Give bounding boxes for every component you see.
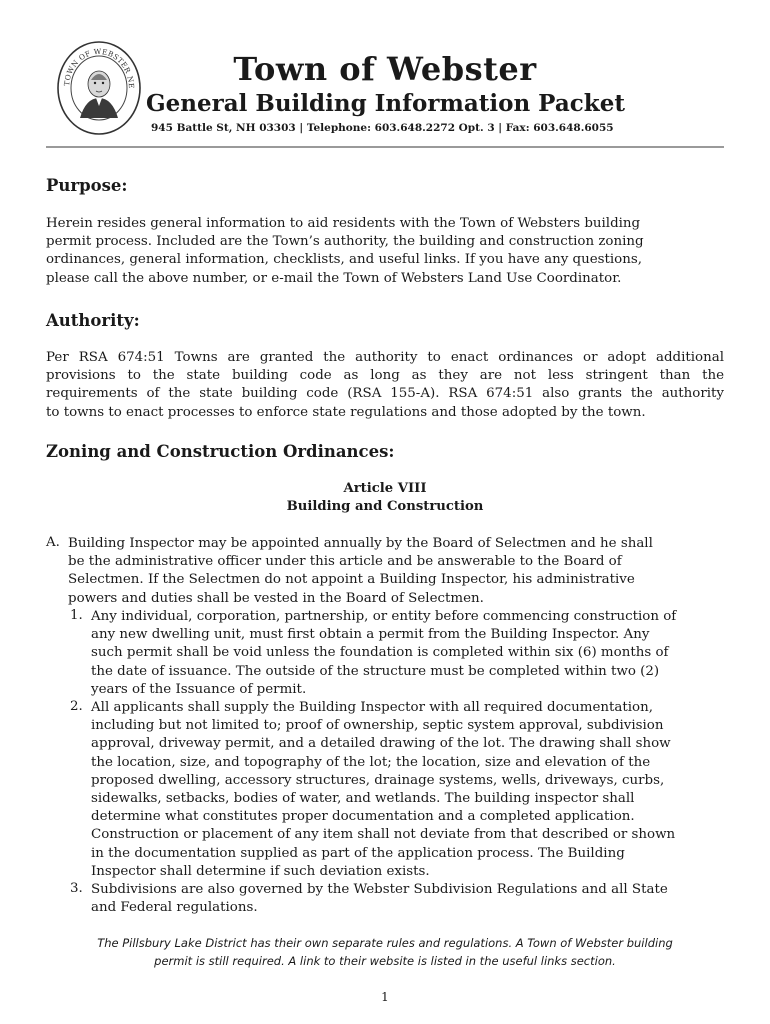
item-a-line: Building Inspector may be appointed annually by the Board of Selectmen and he shall xyxy=(68,536,653,551)
item-2-line: approval, driveway permit, and a detailed drawing of the lot. The drawing shall show xyxy=(91,736,671,752)
zoning-heading: Zoning and Construction Ordinances: xyxy=(46,442,395,461)
authority-paragraph xyxy=(46,349,724,422)
item-3-line: and Federal regulations. xyxy=(91,900,258,916)
item-2-text xyxy=(91,699,675,881)
page-number: 1 xyxy=(381,990,389,1004)
item-2-line: including but not limited to; proof of ownership, septic system approval, subdivision xyxy=(91,718,664,734)
town-seal-logo xyxy=(56,40,142,136)
authority-line: to towns to enact processes to enforce state regulations and those adopted by the town. xyxy=(46,404,646,420)
item-1-line: years of the Issuance of permit. xyxy=(91,681,307,697)
item-2-line: sidewalks, setbacks, bodies of water, and wetlands. The building inspector shall xyxy=(91,791,635,807)
item-2-line: Construction or placement of any item shall not deviate from that described or shown xyxy=(91,827,676,843)
item-1-text xyxy=(91,608,676,699)
contact-line: 945 Battle St, NH 03303 | Telephone: 603.648.2272 Opt. 3 | Fax: 603.648.6055 xyxy=(151,122,614,134)
item-3-marker: 3. xyxy=(70,881,83,896)
item-a-line: be the administrative officer under this article and be answerable to the Board of xyxy=(68,554,622,570)
authority-line: requirements of the state building code (RSA 155-A). RSA 674:51 also grants the authority xyxy=(46,386,724,402)
document-subtitle: General Building Information Packet xyxy=(146,90,625,117)
item-2-marker: 2. xyxy=(70,699,83,714)
pillsbury-lake-note xyxy=(46,935,724,970)
item-3-line: Subdivisions are also governed by the Webster Subdivision Regulations and all State xyxy=(91,882,668,897)
article-number: Article VIII xyxy=(343,481,427,496)
header-divider xyxy=(46,146,724,148)
item-2-line: in the documentation supplied as part of the application process. The Building xyxy=(91,845,625,861)
note-line: permit is still required. A link to their website is listed in the useful links section. xyxy=(154,953,616,968)
note-line: The Pillsbury Lake District has their own separate rules and regulations. A Town of Webster building xyxy=(97,936,673,950)
item-2-line: the location, size, and topography of the lot; the location, size and elevation of the xyxy=(91,754,651,770)
item-1-line: any new dwelling unit, must first obtain a permit from the Building Inspector. Any xyxy=(91,627,650,643)
item-a-line: powers and duties shall be vested in the Board of Selectmen. xyxy=(68,590,484,606)
article-title: Building and Construction xyxy=(286,499,484,514)
item-a-marker: A. xyxy=(46,535,60,550)
item-1-line: Any individual, corporation, partnership, or entity before commencing construction of xyxy=(91,609,677,624)
item-3-text xyxy=(91,881,668,917)
purpose-line: please call the above number, or e-mail the Town of Websters Land Use Coordinator. xyxy=(46,270,622,286)
document-title: Town of Webster xyxy=(233,50,537,88)
authority-heading: Authority: xyxy=(46,311,140,330)
purpose-line: Herein resides general information to aid residents with the Town of Websters building xyxy=(46,216,641,231)
item-a-text xyxy=(68,535,653,608)
authority-line: Per RSA 674:51 Towns are granted the authority to enact ordinances or adopt additional xyxy=(46,350,724,365)
item-2-line: proposed dwelling, accessory structures, drainage systems, wells, driveways, curbs, xyxy=(91,772,665,788)
item-2-line: All applicants shall supply the Building Inspector with all required documentation, xyxy=(91,700,653,715)
purpose-line: permit process. Included are the Town’s authority, the building and construction zoning xyxy=(46,234,644,250)
item-2-line: determine what constitutes proper documentation and a completed application. xyxy=(91,809,635,825)
authority-line: provisions to the state building code as long as they are not less stringent than the xyxy=(46,368,724,384)
svg-text:TOWN OF WEBSTER NEW HAMPSHIRE: TOWN OF WEBSTER NE xyxy=(62,46,137,89)
item-a-line: Selectmen. If the Selectmen do not appoint a Building Inspector, his administrative xyxy=(68,572,635,588)
purpose-line: ordinances, general information, checklists, and useful links. If you have any questions, xyxy=(46,252,642,268)
purpose-heading: Purpose: xyxy=(46,176,128,195)
purpose-paragraph xyxy=(46,215,726,288)
item-1-line: the date of issuance. The outside of the structure must be completed within two (2) xyxy=(91,663,660,679)
item-1-marker: 1. xyxy=(70,608,83,623)
item-1-line: such permit shall be void unless the foundation is completed within six (6) months of xyxy=(91,645,669,661)
item-2-line: Inspector shall determine if such deviation exists. xyxy=(91,863,430,879)
